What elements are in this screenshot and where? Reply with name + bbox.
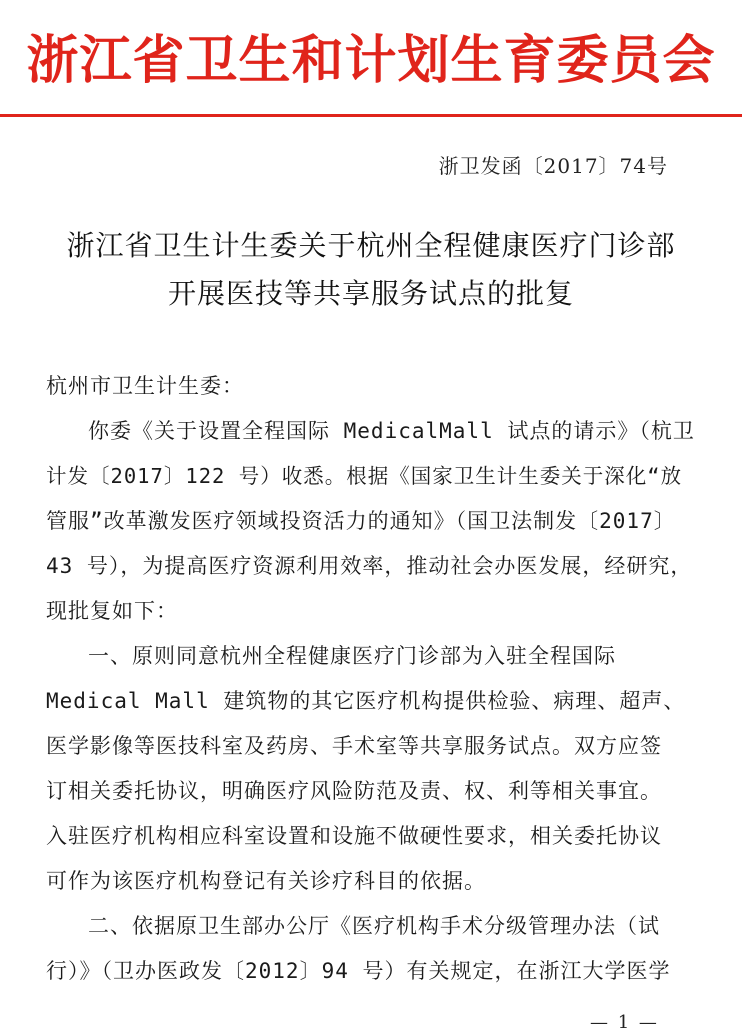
paragraph-2-line: Medical Mall 建筑物的其它医疗机构提供检验、病理、超声、: [46, 689, 686, 713]
title-line-2: 开展医技等共享服务试点的批复: [167, 277, 574, 310]
document-title: [30, 222, 712, 318]
paragraph-1-line: 你委《关于设置全程国际 MedicalMall 试点的请示》（杭卫: [88, 419, 695, 443]
paragraph-1-line: 计发〔2017〕122 号）收悉。根据《国家卫生计生委关于深化“放: [46, 464, 683, 488]
paragraph-2-line: 可作为该医疗机构登记有关诊疗科目的依据。: [46, 869, 486, 893]
paragraph-1-line: 现批复如下：: [46, 599, 178, 623]
red-header-rule: [0, 114, 742, 117]
addressee: 杭州市卫生计生委：: [46, 374, 244, 398]
paragraph-2-line: 一、原则同意杭州全程健康医疗门诊部为入驻全程国际: [88, 644, 616, 668]
page-number: — 1 —: [590, 1012, 659, 1033]
paragraph-2-line: 医学影像等医技科室及药房、手术室等共享服务试点。双方应签: [46, 734, 662, 758]
paragraph-1-line: 管服”改革激发医疗领域投资活力的通知》（国卫法制发〔2017〕: [46, 509, 676, 533]
document-body: [46, 364, 696, 994]
title-line-1: 浙江省卫生计生委关于杭州全程健康医疗门诊部: [66, 229, 676, 262]
paragraph-3-line: 行）》（卫办医政发〔2012〕94 号）有关规定，在浙江大学医学: [46, 959, 671, 983]
document-number: 浙卫发函〔2017〕74号: [438, 154, 668, 178]
issuing-org-header: 浙江省卫生和计划生育委员会: [26, 30, 716, 91]
paragraph-1-line: 43 号），为提高医疗资源利用效率，推动社会办医发展，经研究，: [46, 554, 693, 578]
paragraph-2-line: 入驻医疗机构相应科室设置和设施不做硬性要求，相关委托协议: [46, 824, 662, 848]
paragraph-2-line: 订相关委托协议，明确医疗风险防范及责、权、利等相关事宜。: [46, 779, 662, 803]
paragraph-3-line: 二、依据原卫生部办公厅《医疗机构手术分级管理办法（试: [88, 914, 660, 938]
